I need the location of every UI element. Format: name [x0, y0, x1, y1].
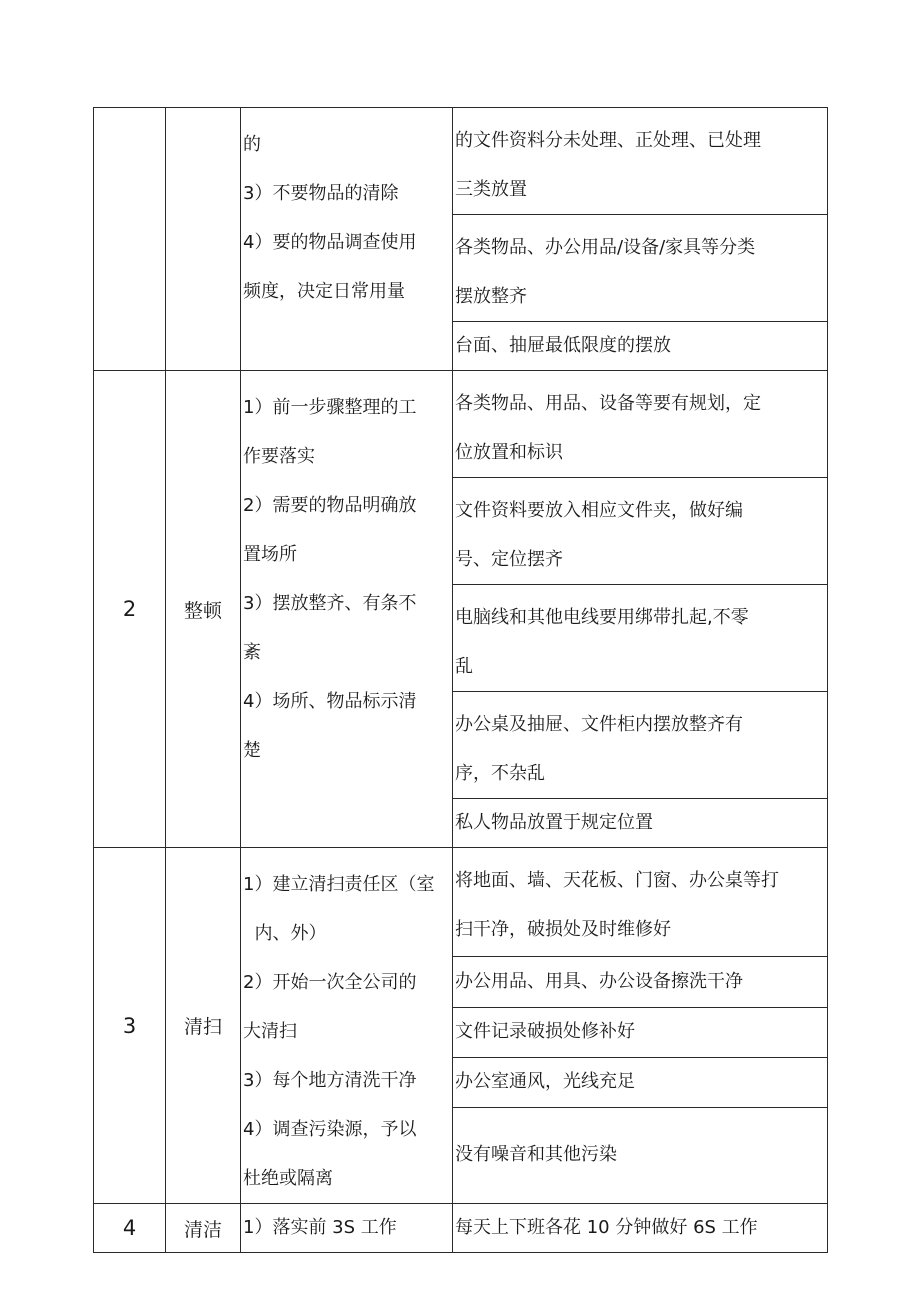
requirement-cell [453, 799, 828, 848]
action-text: 1）前一步骤整理的工 作要落实 2）需要的物品明确放 置场所 3）摆放整齐、有条不 紊 4）场所、物品标示清 楚 [243, 397, 417, 761]
action-cell [241, 108, 453, 371]
table-row [94, 108, 828, 215]
requirement-cell [453, 371, 828, 478]
requirement-text: 台面、抽屉最低限度的摆放 [455, 335, 671, 356]
action-cell [241, 1204, 453, 1253]
action-cell [241, 371, 453, 848]
requirement-cell [453, 478, 828, 585]
step-number-cell [94, 371, 166, 848]
requirement-cell [453, 215, 828, 322]
step-name: 清扫 [183, 1016, 222, 1038]
table-row [94, 371, 828, 478]
requirement-text: 办公桌及抽屉、文件柜内摆放整齐有 序，不杂乱 [455, 714, 743, 784]
action-cell [241, 848, 453, 1204]
six-s-table [93, 107, 828, 1253]
step-name: 清洁 [183, 1218, 222, 1241]
requirement-text: 私人物品放置于规定位置 [455, 812, 653, 833]
requirement-cell [453, 108, 828, 215]
requirement-text: 办公室通风，光线充足 [455, 1071, 635, 1093]
step-name-cell [166, 848, 241, 1204]
action-text: 1）建立清扫责任区（室 内、外） 2）开始一次全公司的 大清扫 3）每个地方清洗干净 4）调查污染源，予以 杜绝或隔离 [243, 874, 435, 1189]
requirement-text: 的文件资料分未处理、正处理、已处理 三类放置 [455, 130, 761, 200]
requirement-text: 没有噪音和其他污染 [455, 1144, 617, 1166]
step-number: 4 [122, 1216, 137, 1240]
table-row [94, 848, 828, 957]
requirement-text: 电脑线和其他电线要用绑带扎起,不零 乱 [455, 607, 749, 677]
requirement-cell [453, 1057, 828, 1107]
step-number: 3 [122, 1013, 137, 1038]
step-number-cell [94, 1204, 166, 1253]
requirement-text: 将地面、墙、天花板、门窗、办公桌等打 扫干净，破损处及时维修好 [455, 870, 779, 940]
action-text: 的 3）不要物品的清除 4）要的物品调查使用 频度，决定日常用量 [243, 134, 417, 302]
requirement-cell [453, 1007, 828, 1057]
requirement-text: 各类物品、用品、设备等要有规划，定 位放置和标识 [455, 393, 761, 463]
requirement-text: 各类物品、办公用品/设备/家具等分类 摆放整齐 [455, 237, 756, 307]
step-name-cell [166, 1204, 241, 1253]
step-number: 2 [122, 597, 137, 621]
step-name-cell [166, 108, 241, 371]
requirement-text: 办公用品、用具、办公设备擦洗干净 [455, 971, 743, 993]
step-number-cell [94, 848, 166, 1204]
step-number-cell [94, 108, 166, 371]
requirement-cell [453, 692, 828, 799]
step-name-cell [166, 371, 241, 848]
action-text: 1）落实前 3S 工作 [243, 1217, 397, 1238]
requirement-text: 文件资料要放入相应文件夹，做好编 号、定位摆齐 [455, 500, 743, 570]
step-name: 整顿 [183, 599, 222, 622]
requirement-text: 每天上下班各花 10 分钟做好 6S 工作 [455, 1217, 758, 1238]
requirement-cell [453, 957, 828, 1007]
requirement-cell [453, 585, 828, 692]
requirement-cell [453, 322, 828, 371]
table-row [94, 1204, 828, 1253]
requirement-cell [453, 1204, 828, 1253]
requirement-cell [453, 848, 828, 957]
requirement-cell [453, 1107, 828, 1203]
requirement-text: 文件记录破损处修补好 [455, 1021, 635, 1043]
